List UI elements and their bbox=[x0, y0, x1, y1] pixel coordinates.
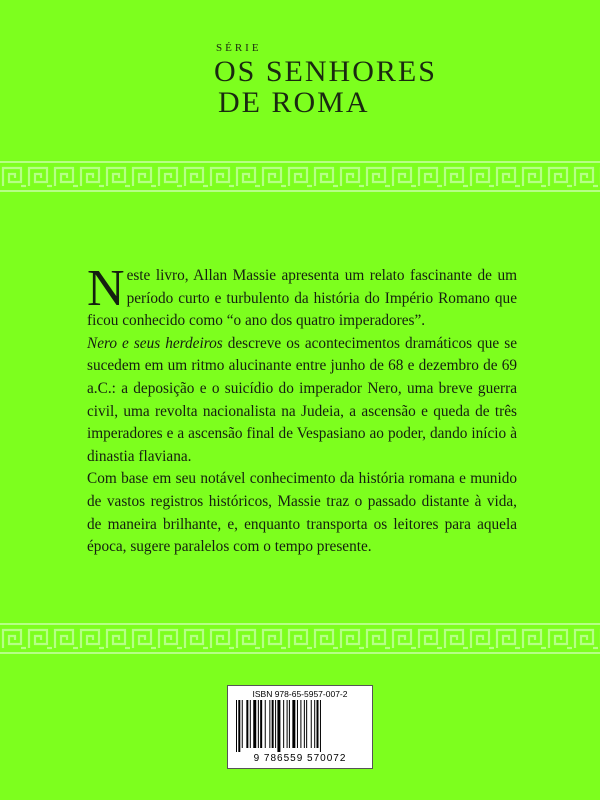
barcode-bar bbox=[258, 700, 259, 748]
series-label: SÉRIE bbox=[216, 42, 262, 54]
book-title-italic: Nero e seus herdeiros bbox=[87, 334, 223, 352]
blurb-text bbox=[87, 260, 517, 559]
barcode-digits: 9 786559 570072 bbox=[253, 753, 347, 764]
barcode-bar bbox=[236, 700, 237, 752]
isbn-barcode bbox=[227, 685, 373, 769]
isbn-label: ISBN 978-65-5957-007-2 bbox=[252, 689, 348, 699]
greek-key-ornament-bottom bbox=[0, 622, 600, 656]
blurb-paragraph-1 bbox=[87, 260, 517, 333]
barcode-bar bbox=[275, 700, 276, 748]
series-title bbox=[214, 56, 437, 118]
barcode-bar bbox=[311, 700, 312, 748]
barcode-bar bbox=[253, 700, 256, 748]
barcode-bar bbox=[272, 700, 274, 748]
series-title-line1: OS SENHORES bbox=[214, 55, 437, 88]
barcode-bar bbox=[320, 700, 321, 752]
series-title-line2: DE ROMA bbox=[218, 86, 370, 119]
barcode-bar bbox=[269, 700, 270, 748]
series-heading bbox=[214, 42, 437, 118]
blurb-paragraph-1-text: este livro, Allan Massie apresenta um relato fascinante de um período curto e turbulento da história do Império Romano que ficou conhecido como “o ano dos quatro imperadores”. bbox=[87, 267, 517, 330]
barcode-bar bbox=[250, 700, 251, 748]
greek-key-ornament-top bbox=[0, 160, 600, 194]
barcode-bar bbox=[265, 700, 266, 748]
blurb-paragraph-2-text: descreve os acontecimentos dramáticos que se sucedem em um ritmo alucinante entre junho de 68 e dezembro de 69 a.C.: a deposição e o suicídio do imperador Nero, uma breve guerra civil, uma revolta nacionalista na Judeia, a ascensão e queda de três imperadores e a ascensão final de Vespasiano ao poder, dando início à dinastia flaviana. bbox=[87, 334, 517, 465]
barcode-bar bbox=[304, 700, 305, 748]
barcode-bar bbox=[300, 700, 301, 748]
barcode-bar bbox=[242, 700, 243, 748]
barcode-bar bbox=[246, 700, 248, 748]
drop-cap: N bbox=[87, 260, 125, 317]
barcode-bar bbox=[306, 700, 307, 748]
barcode-bar bbox=[287, 700, 288, 748]
barcode-bar bbox=[289, 700, 290, 748]
barcode-bar bbox=[314, 700, 315, 748]
blurb-paragraph-2 bbox=[87, 333, 517, 469]
barcode-bar bbox=[297, 700, 298, 748]
barcode-bar bbox=[317, 700, 319, 748]
barcode-bar bbox=[238, 700, 240, 752]
barcode-bar bbox=[260, 700, 262, 748]
barcode-bar bbox=[292, 700, 295, 748]
barcode-bars bbox=[234, 700, 366, 752]
barcode-bar bbox=[277, 700, 280, 752]
barcode-bar bbox=[283, 700, 284, 748]
blurb-paragraph-3: Com base em seu notável conhecimento da história romana e munido de vastos registros históricos, Massie traz o passado distante à vida, de maneira brilhante, e, enquanto transporta os leitores para aquela época, sugere paralelos com o tempo presente. bbox=[87, 470, 517, 556]
